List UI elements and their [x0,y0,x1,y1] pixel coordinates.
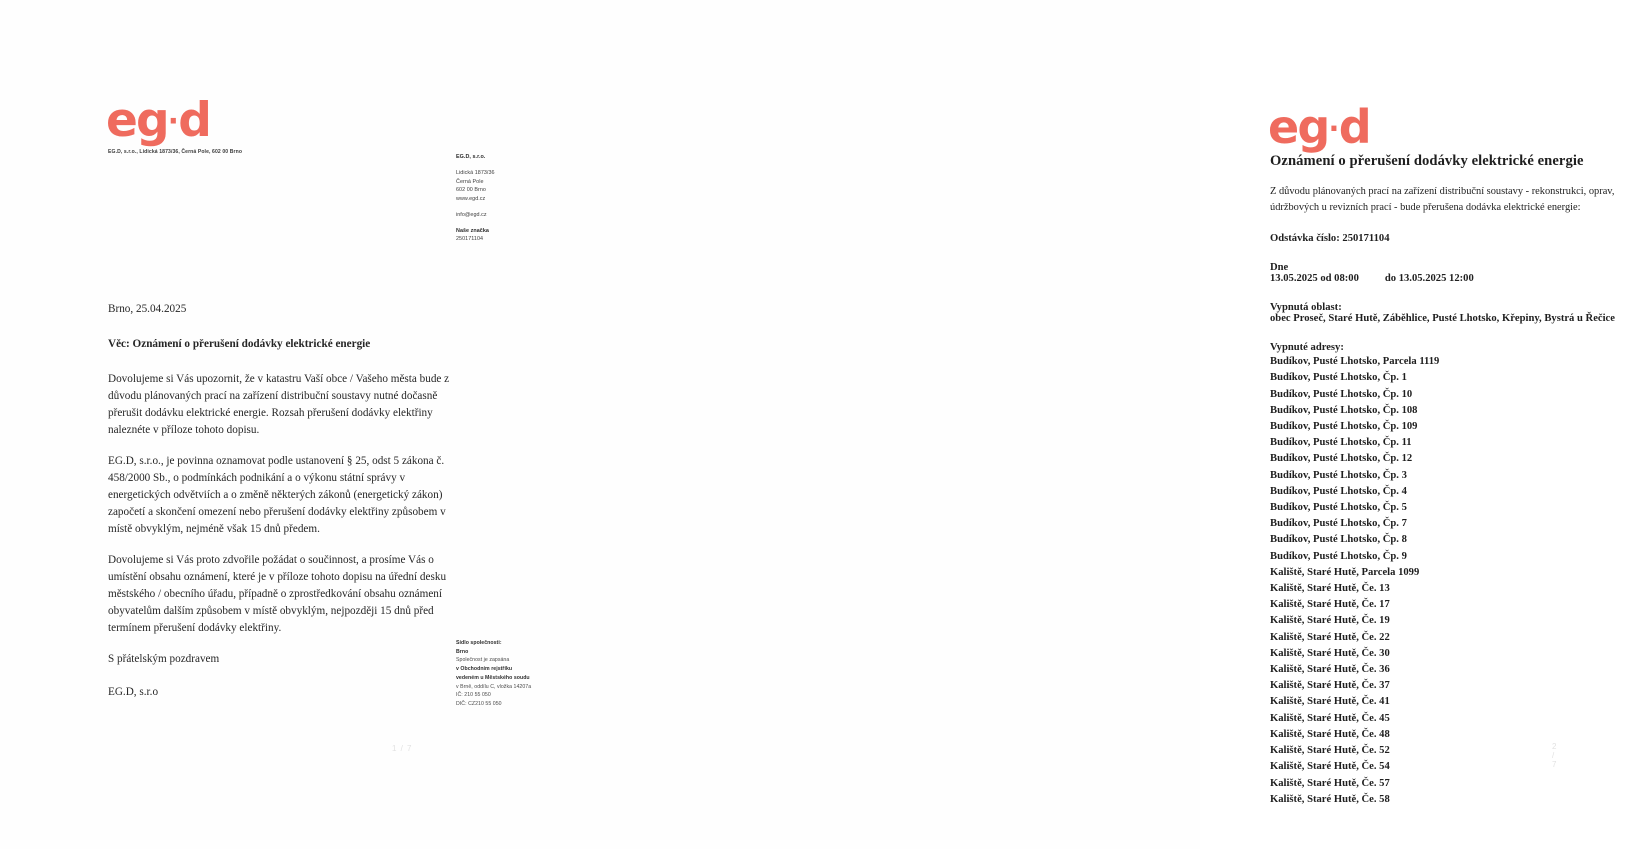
list-item: Budíkov, Pusté Lhotsko, Čp. 11 [1270,437,1412,449]
area-value: obec Proseč, Staré Hutě, Záběhlice, Pusté Lhotsko, Křepiny, Bystrá u Řečice [1270,313,1615,325]
legal-seat-city: Brno [456,648,469,655]
list-item: Kaliště, Staré Hutě, Če. 48 [1270,728,1390,740]
affected-area-block [1270,302,1648,324]
list-item: Kaliště, Staré Hutě, Če. 54 [1270,761,1390,773]
company-district: Černá Pole [456,178,484,185]
page-number-2: 2 / 7 [1552,742,1558,769]
list-item: Budíkov, Pusté Lhotsko, Čp. 109 [1270,421,1418,433]
list-item: Kaliště, Staré Hutě, Če. 30 [1270,647,1390,659]
list-item: Budíkov, Pusté Lhotsko, Čp. 8 [1270,534,1407,546]
logo-tail: d [1338,100,1370,154]
legal-registry-2: v Obchodním rejstříku [456,666,513,673]
legal-ico: IČ: 210 55 050 [456,692,491,699]
list-item: Kaliště, Staré Hutě, Če. 52 [1270,745,1390,757]
letter-signature: EG.D, s.r.o [108,686,159,699]
addresses-label: Vypnuté adresy: [1270,342,1344,354]
logo-tail: d [178,93,211,148]
logo-text: eg [1268,100,1329,154]
outage-notice [1270,153,1648,808]
list-item: Kaliště, Staré Hutě, Če. 58 [1270,793,1390,805]
list-item: Kaliště, Staré Hutě, Če. 41 [1270,696,1390,708]
letter-paragraph-3: Dovolujeme si Vás proto zdvořile požádat o součinnost, a prosíme Vás o umístění obsahu oznámení, které je v příloze tohoto dopisu na úřední desku městského / obecního úřadu, případně o zprostředkování obsahu oznámení obyvatelům dalším způsobem v místě obvyklým, nejpozději 15 dnů před termínem přerušení dodávky elektřiny. [108,554,447,635]
page-number-1: 1 / 7 [392,744,413,753]
list-item: Budíkov, Pusté Lhotsko, Čp. 10 [1270,388,1413,400]
company-city: 602 00 Brno [456,187,486,194]
company-address-block [456,153,495,244]
affected-addresses-block [1270,342,1648,808]
list-item: Kaliště, Staré Hutě, Če. 37 [1270,680,1390,692]
company-name: EG.D, s.r.o. [456,154,486,160]
list-item: Budíkov, Pusté Lhotsko, Čp. 4 [1270,485,1407,497]
legal-seat-label: Sídlo společnosti: [456,640,502,646]
notice-title: Oznámení o přerušení dodávky elektrické energie [1270,153,1584,169]
letter-date: Brno, 25.04.2025 [108,303,187,315]
notice-intro: Z důvodu plánovaných prací na zařízení distribuční soustavy - rekonstrukci, oprav, údržbových u revizních prací - bude přerušena dodávka elektrické energie: [1270,186,1615,213]
logo-text: eg [106,93,168,148]
legal-dico: DIČ: CZ210 55 050 [456,701,502,708]
list-item: Kaliště, Staré Hutě, Če. 13 [1270,583,1390,595]
list-item: Kaliště, Staré Hutě, Če. 19 [1270,615,1390,627]
time-from: 13.05.2025 od 08:00 [1270,273,1359,285]
letter-paragraph-1: Dovolujeme si Vás upozornit, že v katastru Vaší obce / Vašeho města bude z důvodu plánovaných prací na zařízení distribuční soustavy nutné dočasně přerušit dodávku elektrické energie. Rozsah přerušení dodávky elektřiny naleznéte v příloze tohoto dopisu. [108,373,450,437]
list-item: Budíkov, Pusté Lhotsko, Čp. 3 [1270,469,1407,481]
list-item: Kaliště, Staré Hutě, Če. 45 [1270,712,1390,724]
egd-logo-icon-page2 [1268,100,1370,154]
legal-footer-block [456,639,531,709]
list-item: Kaliště, Staré Hutě, Če. 57 [1270,777,1390,789]
list-item: Budíkov, Pusté Lhotsko, Parcela 1119 [1270,356,1440,368]
list-item: Budíkov, Pusté Lhotsko, Čp. 1 [1270,372,1407,384]
logo-dot-icon: · [1328,111,1339,145]
list-item: Kaliště, Staré Hutě, Če. 22 [1270,631,1390,643]
affected-address-list [1270,354,1648,808]
outage-datetime-block [1270,262,1648,284]
company-website: www.egd.cz [456,196,486,202]
letter-greeting: S přátelským pozdravem [108,653,220,666]
letter-body [108,301,460,701]
logo-dot-icon: · [167,103,179,138]
company-email: info@egd.cz [456,211,487,218]
list-item: Kaliště, Staré Hutě, Če. 36 [1270,664,1390,676]
company-street: Lidická 1873/36 [456,169,495,176]
area-label: Vypnutá oblast: [1270,302,1342,314]
document-page-1 [0,0,600,849]
list-item: Budíkov, Pusté Lhotsko, Čp. 12 [1270,453,1413,465]
outage-number: Odstávka číslo: 250171104 [1270,233,1390,245]
reference-label: Naše značka [456,227,489,234]
list-item: Budíkov, Pusté Lhotsko, Čp. 108 [1270,404,1418,416]
reference-value: 250171104 [456,236,484,243]
sender-address-line: EG.D, s.r.o., Lidická 1873/36, Černá Pole, 602 00 Brno [108,149,243,155]
date-label: Dne [1270,262,1289,274]
egd-logo-icon [106,93,211,148]
document-page-2 [600,0,1615,849]
time-to: do 13.05.2025 12:00 [1384,273,1474,285]
list-item: Kaliště, Staré Hutě, Parcela 1099 [1270,566,1420,578]
list-item: Kaliště, Staré Hutě, Če. 17 [1270,599,1390,611]
list-item: Budíkov, Pusté Lhotsko, Čp. 9 [1270,550,1407,562]
letter-paragraph-2: EG.D, s.r.o., je povinna oznamovat podle ustanovení § 25, odst 5 zákona č. 458/2000 Sb., o podmínkách podnikání a o výkonu státní správy v energetických odvětviích a o změně některých zákonů (energetický zákon) započetí a skončení omezení nebo přerušení dodávky elektřiny způsobem v místě obvyklým, nejméně však 15 dnů předem. [108,455,446,536]
legal-registry-3: vedeném u Městského soudu [456,674,530,681]
legal-registry-4: v Brně, oddílu C, vložka 14207a [456,683,532,690]
legal-registry-1: Společnost je zapsána [456,657,510,664]
list-item: Budíkov, Pusté Lhotsko, Čp. 5 [1270,502,1407,514]
letter-subject: Věc: Oznámení o přerušení dodávky elektrické energie [108,338,371,351]
list-item: Budíkov, Pusté Lhotsko, Čp. 7 [1270,518,1407,530]
